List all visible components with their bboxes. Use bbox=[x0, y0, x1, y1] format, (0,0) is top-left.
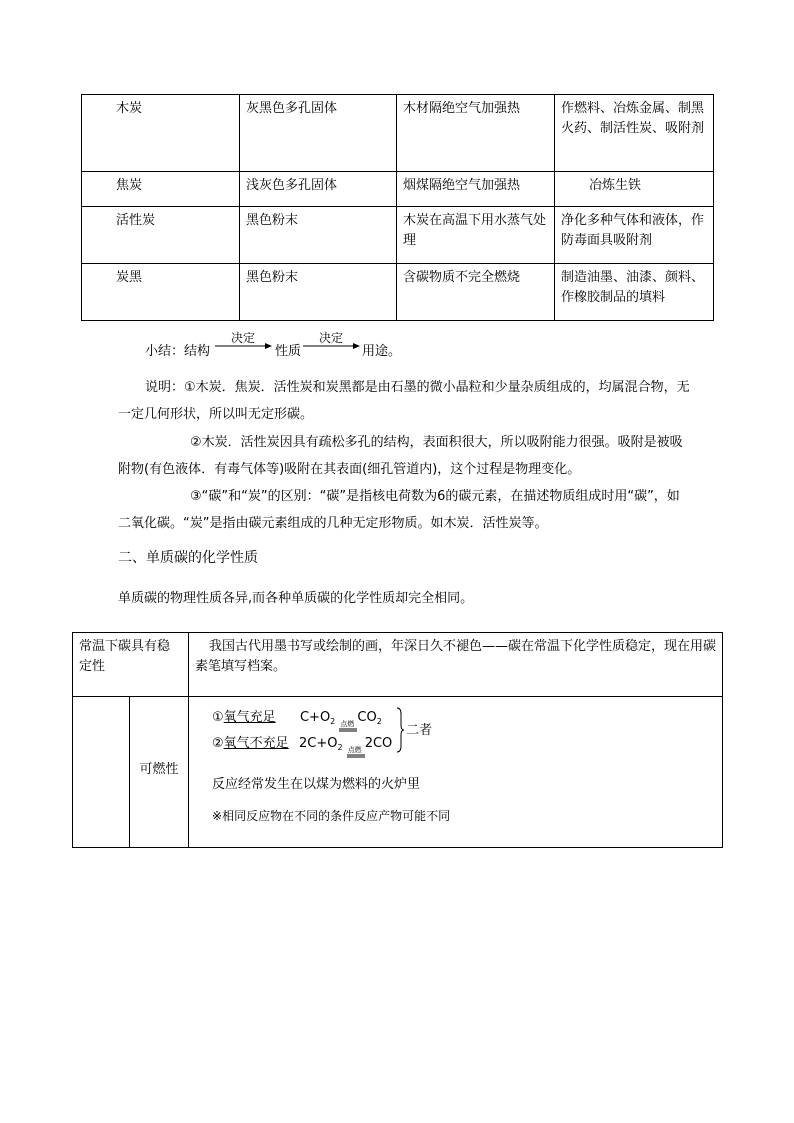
eq2-over: 点燃 bbox=[347, 746, 362, 754]
eq1-sub: 2 bbox=[330, 717, 336, 726]
reaction-note: ※相同反应物在不同的条件反应产物可能不同 bbox=[212, 809, 451, 823]
arrow-label-1: 决定 bbox=[231, 331, 256, 345]
cell-use: 冶炼生铁 bbox=[555, 172, 714, 207]
cell-preparation: 含碳物质不完全燃烧 bbox=[397, 264, 555, 321]
arrow-label-2: 决定 bbox=[319, 331, 344, 345]
table-row bbox=[73, 697, 723, 848]
summary-suffix: 用途。 bbox=[362, 344, 402, 359]
stability-text: 我国古代用墨书写或绘制的画，年深日久不褪色——碳在常温下化学性质稳定，现在用碳素笔填写档案。 bbox=[189, 633, 723, 697]
reaction-line-icon bbox=[339, 727, 357, 733]
cell-name: 焦炭 bbox=[82, 172, 240, 207]
table-row bbox=[73, 633, 723, 697]
cell-name: 炭黑 bbox=[82, 264, 240, 321]
eq2-rhs: 2CO bbox=[364, 736, 393, 751]
note-3: ③“碳”和“炭”的区别：“碳”是指核电荷数为6的碳元素，在描述物质组成时用“碳”，如二氧化碳。“炭”是指由碳元素组成的几种无定形物质。如木炭．活性炭等。 bbox=[118, 489, 680, 531]
table-row bbox=[82, 172, 714, 207]
equation-2 bbox=[212, 734, 392, 758]
eq1-rhs: CO bbox=[357, 710, 377, 725]
table-row bbox=[82, 207, 714, 264]
occurrence-text: 反应经常发生在以煤为燃料的火炉里 bbox=[212, 777, 421, 792]
eq1-rhs-sub: 2 bbox=[376, 717, 382, 726]
cell-appearance: 浅灰色多孔固体 bbox=[240, 172, 397, 207]
carbon-forms-table bbox=[81, 94, 714, 321]
cell-preparation: 烟煤隔绝空气加强热 bbox=[397, 172, 555, 207]
equations-block bbox=[190, 698, 721, 841]
cell-appearance: 黑色粉末 bbox=[240, 264, 397, 321]
eq1-lhs: C+O bbox=[299, 710, 331, 725]
reaction-line-icon bbox=[347, 753, 365, 759]
summary-middle: 性质 bbox=[275, 344, 302, 359]
brace-label: 二者 bbox=[406, 723, 433, 738]
arrow-right-icon bbox=[303, 340, 361, 352]
eq1-condition: 氧气充足 bbox=[223, 710, 276, 725]
cell-use: 作燃料、冶炼金属、制黑火药、制活性炭、吸附剂 bbox=[555, 95, 714, 172]
section-intro: 单质碳的物理性质各异,而各种单质碳的化学性质却完全相同。 bbox=[118, 591, 474, 606]
combustibility-content bbox=[189, 697, 723, 848]
note-2: ②木炭．活性炭因具有疏松多孔的结构，表面积很大，所以吸附能力很强。吸附是被吸附物(有色液体．有毒气体等)吸附在其表面(细孔管道内)，这个过程是物理变化。 bbox=[118, 435, 683, 477]
cell-use: 制造油墨、油漆、颜料、作橡胶制品的填料 bbox=[555, 264, 714, 321]
eq2-marker: ② bbox=[212, 736, 224, 751]
cell-preparation: 木材隔绝空气加强热 bbox=[397, 95, 555, 172]
section-heading: 二、单质碳的化学性质 bbox=[118, 550, 258, 566]
arrow-right-icon bbox=[215, 340, 273, 352]
eq1-over: 点燃 bbox=[340, 720, 355, 728]
combustibility-label: 可燃性 bbox=[130, 697, 189, 848]
eq1-marker: ① bbox=[212, 710, 224, 725]
eq2-sub: 2 bbox=[337, 743, 343, 752]
note-1: 说明：①木炭．焦炭．活性炭和炭黑都是由石墨的微小晶粒和少量杂质组成的，均属混合物，无一定几何形状，所以叫无定形碳。 bbox=[118, 380, 690, 422]
eq2-condition: 氧气不充足 bbox=[223, 736, 289, 751]
cell-preparation: 木炭在高温下用水蒸气处理 bbox=[397, 207, 555, 264]
table-row bbox=[82, 95, 714, 172]
empty-cell bbox=[73, 697, 130, 848]
table-row bbox=[82, 264, 714, 321]
cell-use: 净化多种气体和液体，作防毒面具吸附剂 bbox=[555, 207, 714, 264]
summary-prefix: 小结：结构 bbox=[145, 344, 211, 359]
chemical-properties-table bbox=[72, 632, 723, 848]
stability-label: 常温下碳具有稳定性 bbox=[73, 633, 189, 697]
brace-icon bbox=[395, 706, 405, 754]
cell-name: 活性炭 bbox=[82, 207, 240, 264]
cell-appearance: 灰黑色多孔固体 bbox=[240, 95, 397, 172]
cell-appearance: 黑色粉末 bbox=[240, 207, 397, 264]
cell-name: 木炭 bbox=[82, 95, 240, 172]
eq2-lhs: 2C+O bbox=[298, 736, 338, 751]
equation-1 bbox=[212, 708, 382, 732]
